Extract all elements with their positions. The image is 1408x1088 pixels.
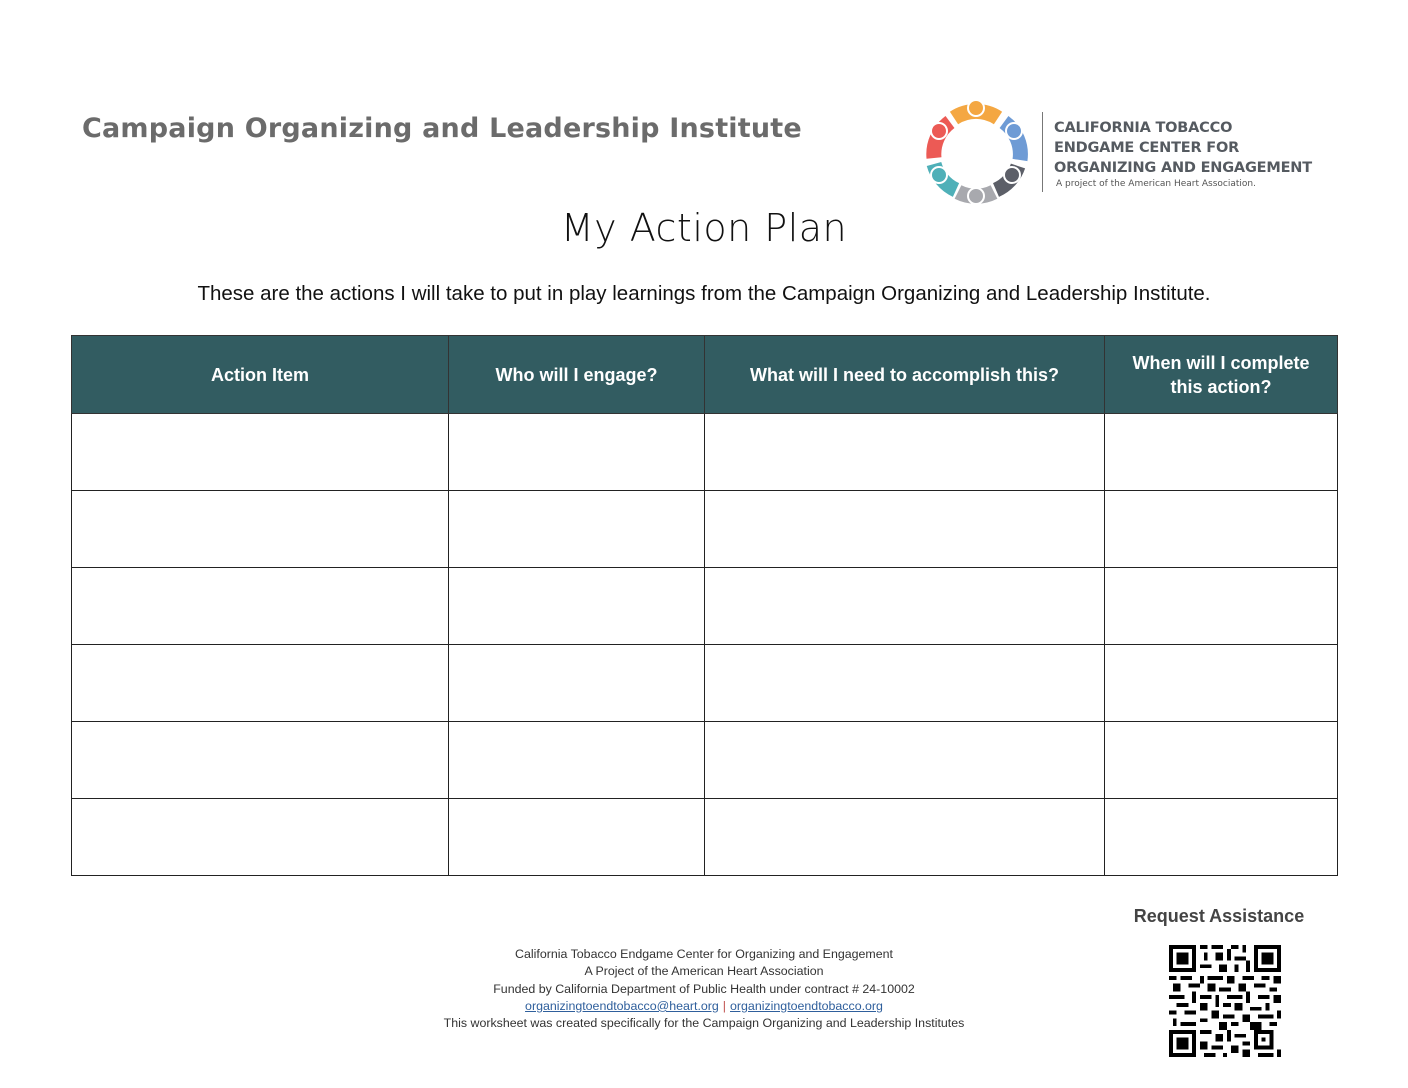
intro-text: These are the actions I will take to put in play learnings from the Campaign Organizing and Leadership Institute. <box>197 282 1211 305</box>
footer-worksheet-note: This worksheet was created specifically for the Campaign Organizing and Leadership Institutes <box>443 1016 965 1031</box>
footer <box>0 946 1408 1032</box>
when-cell[interactable] <box>1105 645 1338 722</box>
logo-divider <box>1042 112 1043 192</box>
what-cell[interactable] <box>705 645 1105 722</box>
footer-links <box>0 998 1408 1015</box>
email-link[interactable]: organizingtoendtobacco@heart.org <box>525 998 719 1013</box>
action-item-cell[interactable] <box>72 722 449 799</box>
table-header-row <box>72 336 1338 414</box>
table-row <box>72 568 1338 645</box>
what-cell[interactable] <box>705 491 1105 568</box>
website-link[interactable]: organizingtoendtobacco.org <box>730 998 883 1013</box>
column-header-what: What will I need to accomplish this? <box>705 336 1105 414</box>
action-item-cell[interactable] <box>72 799 449 876</box>
table-row <box>72 414 1338 491</box>
page-title: My Action Plan <box>560 206 848 250</box>
table-row <box>72 491 1338 568</box>
logo-line-1: CALIFORNIA TOBACCO <box>1054 120 1233 136</box>
table-row <box>72 722 1338 799</box>
action-item-cell[interactable] <box>72 568 449 645</box>
who-cell[interactable] <box>449 799 705 876</box>
who-cell[interactable] <box>449 568 705 645</box>
who-cell[interactable] <box>449 722 705 799</box>
request-assistance-label: Request Assistance <box>1133 906 1305 926</box>
footer-funding: Funded by California Department of Public Health under contract # 24-10002 <box>493 981 915 996</box>
when-cell[interactable] <box>1105 799 1338 876</box>
logo-line-2: ENDGAME CENTER FOR <box>1054 140 1240 156</box>
who-cell[interactable] <box>449 645 705 722</box>
who-cell[interactable] <box>449 491 705 568</box>
table-row <box>72 799 1338 876</box>
action-plan-table <box>71 335 1338 876</box>
action-item-cell[interactable] <box>72 645 449 722</box>
people-circle-logo-icon <box>924 98 1030 206</box>
what-cell[interactable] <box>705 722 1105 799</box>
column-header-who: Who will I engage? <box>449 336 705 414</box>
footer-project-of: A Project of the American Heart Association <box>584 964 824 979</box>
who-cell[interactable] <box>449 414 705 491</box>
institute-title: Campaign Organizing and Leadership Institute <box>82 113 802 144</box>
what-cell[interactable] <box>705 568 1105 645</box>
when-cell[interactable] <box>1105 568 1338 645</box>
footer-org-name: California Tobacco Endgame Center for Organizing and Engagement <box>515 947 893 961</box>
logo-wordmark <box>1054 118 1312 178</box>
when-cell[interactable] <box>1105 722 1338 799</box>
when-cell[interactable] <box>1105 491 1338 568</box>
action-item-cell[interactable] <box>72 414 449 491</box>
column-header-action-item: Action Item <box>72 336 449 414</box>
what-cell[interactable] <box>705 799 1105 876</box>
logo-line-3: ORGANIZING AND ENGAGEMENT <box>1054 160 1312 176</box>
what-cell[interactable] <box>705 414 1105 491</box>
link-separator: | <box>722 998 727 1013</box>
organization-logo <box>924 98 1354 210</box>
logo-subtitle: A project of the American Heart Association. <box>1056 179 1256 189</box>
when-cell[interactable] <box>1105 414 1338 491</box>
column-header-when: When will I complete this action? <box>1105 336 1338 414</box>
table-row <box>72 645 1338 722</box>
action-item-cell[interactable] <box>72 491 449 568</box>
